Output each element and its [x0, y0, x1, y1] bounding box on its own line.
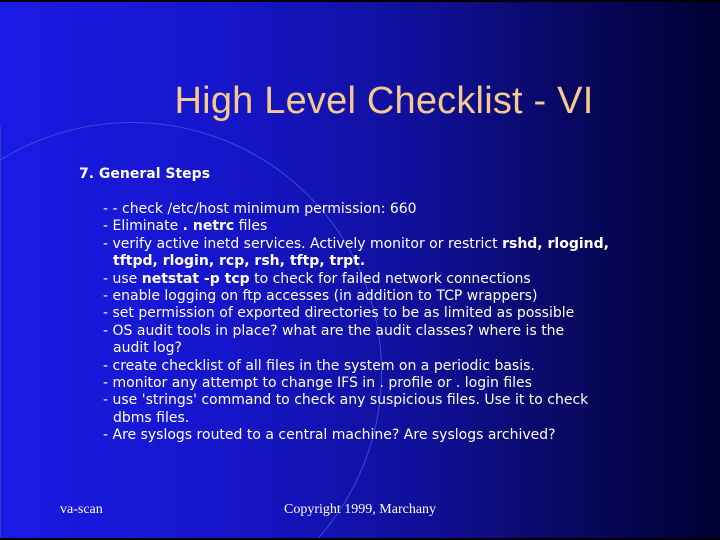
checklist-item: - Eliminate . netrc files: [103, 218, 268, 235]
checklist-item: - create checklist of all files in the system on a periodic basis.: [103, 357, 535, 374]
checklist: [103, 201, 643, 445]
checklist-item: - set permission of exported directories to be as limited as possible: [103, 305, 575, 322]
footer-left: va-scan: [60, 502, 103, 517]
decorative-line: [0, 126, 1, 540]
footer-copyright: Copyright 1999, Marchany: [284, 502, 437, 517]
top-border: [0, 0, 720, 2]
checklist-item: - OS audit tools in place? what are the audit classes? where is the audit log?: [103, 322, 565, 357]
slide-title: High Level Checklist - VI: [174, 80, 594, 122]
checklist-item: - monitor any attempt to change IFS in . profile or . login files: [103, 375, 532, 392]
checklist-item: - - check /etc/host minimum permission: 660: [103, 201, 417, 217]
checklist-item: - verify active inetd services. Actively monitor or restrict rshd, rlogind, tftpd, rlogin, rcp, rsh, tftp, trpt.: [103, 235, 609, 270]
checklist-item: - use netstat -p tcp to check for failed network connections: [103, 270, 531, 287]
checklist-item: - enable logging on ftp accesses (in addition to TCP wrappers): [103, 288, 538, 305]
checklist-item: - Are syslogs routed to a central machine? Are syslogs archived?: [103, 427, 556, 444]
checklist-item: - use 'strings' command to check any suspicious files. Use it to check dbms files.: [103, 392, 589, 426]
section-heading: 7. General Steps: [79, 166, 211, 182]
